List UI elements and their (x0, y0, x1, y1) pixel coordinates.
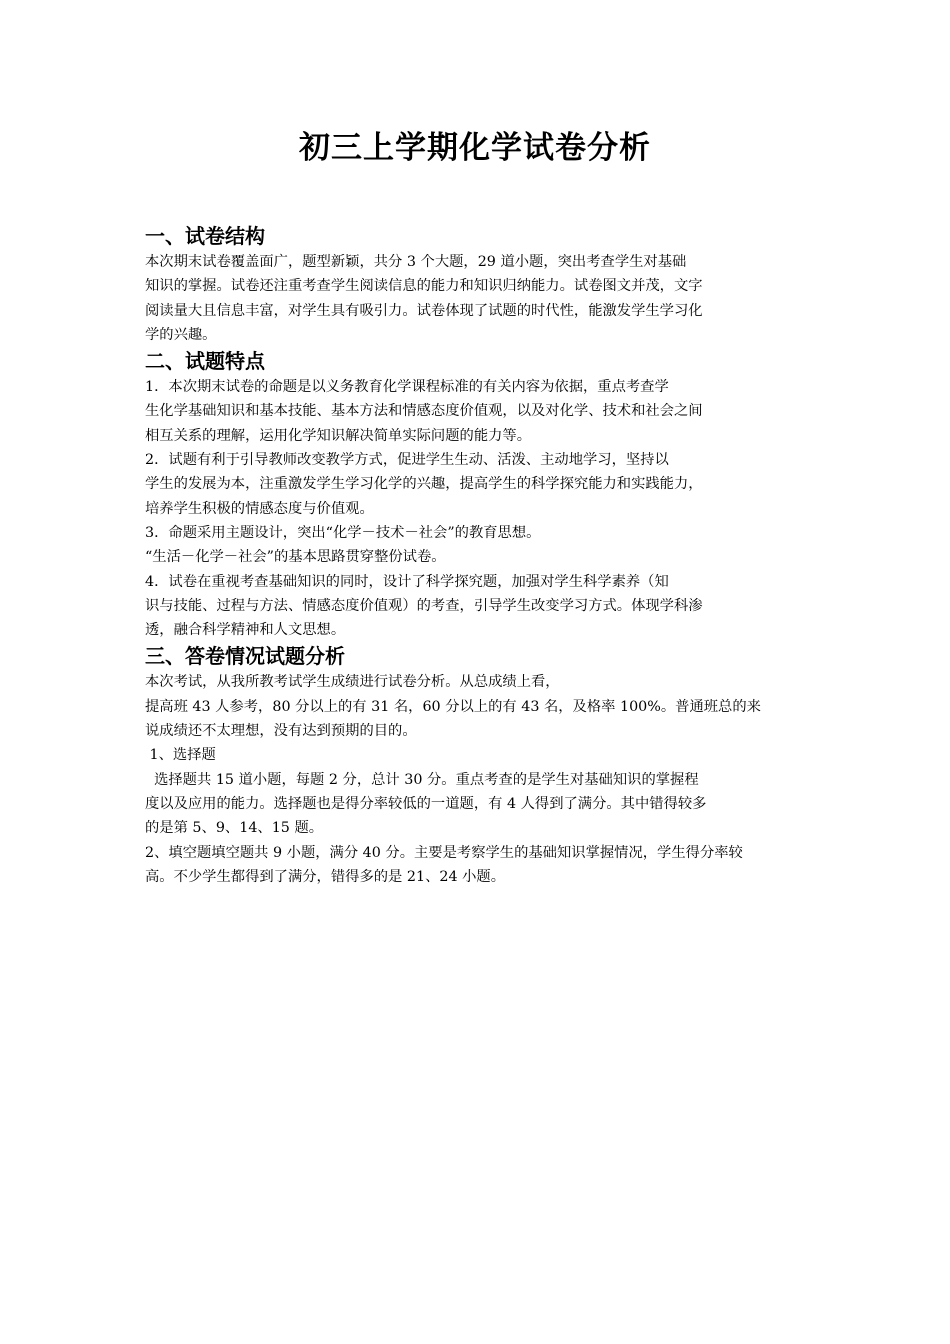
paragraph-line: 识与技能、过程与方法、情感态度价值观）的考查，引导学生改变学习方式。体现学科渗 (145, 597, 703, 614)
section-heading: 三、答卷情况试题分析 (145, 644, 345, 669)
paragraph-line: 生化学基础知识和基本技能、基本方法和情感态度价值观，以及对化学、技术和社会之间 (145, 403, 703, 420)
paragraph-line: 说成绩还不太理想，没有达到预期的目的。 (145, 723, 417, 740)
paragraph-line: 本次考试，从我所教考试学生成绩进行试卷分析。从总成绩上看， (145, 674, 560, 691)
paragraph-line: 相互关系的理解，运用化学知识解决简单实际问题的能力等。 (145, 427, 532, 444)
paragraph-line: 知识的掌握。试卷还注重考查学生阅读信息的能力和知识归纳能力。试卷图文并茂，文字 (145, 278, 703, 295)
paragraph-line: 选择题共 15 道小题，每题 2 分，总计 30 分。重点考查的是学生对基础知识的掌握程 (145, 771, 699, 788)
section-paper-structure (145, 222, 810, 347)
paragraph-line: 本次期末试卷覆盖面广，题型新颖，共分 3 个大题，29 道小题，突出考查学生对基础 (145, 254, 687, 270)
paragraph-line: 培养学生积极的情感态度与价值观。 (145, 500, 374, 517)
paragraph-line: 2、填空题填空题共 9 小题，满分 40 分。主要是考察学生的基础知识掌握情况，学生得分率较 (145, 844, 743, 861)
paragraph-line: 提高班 43 人参考，80 分以上的有 31 名，60 分以上的有 43 名，及格率 100%。普通班总的来 (145, 698, 761, 715)
paragraph-line: 阅读量大且信息丰富，对学生具有吸引力。试卷体现了试题的时代性，能激发学生学习化 (145, 302, 703, 319)
paragraph-line: 3．命题采用主题设计，突出“化学－技术－社会”的教育思想。 (145, 524, 541, 541)
section-answer-analysis (145, 642, 810, 889)
paragraph-line: 透，融合科学精神和人文思想。 (145, 622, 346, 639)
paragraph-line: 2．试题有利于引导教师改变教学方式，促进学生生动、活泼、主动地学习，坚持以 (145, 452, 669, 469)
paragraph-line: 高。不少学生都得到了满分，错得多的是 21、24 小题。 (145, 868, 506, 885)
document-title: 初三上学期化学试卷分析 (299, 130, 651, 166)
paragraph-line: 学的兴趣。 (145, 326, 217, 343)
paragraph-line: 1．本次期末试卷的命题是以义务教育化学课程标准的有关内容为依据，重点考查学 (145, 379, 669, 396)
paragraph-line: 4．试卷在重视考查基础知识的同时，设计了科学探究题，加强对学生科学素养（知 (145, 573, 669, 590)
section-heading: 一、试卷结构 (145, 224, 265, 248)
section-heading: 二、试题特点 (145, 349, 265, 374)
paragraph-line: 的是第 5、9、14、15 题。 (145, 820, 324, 837)
paragraph-line: 度以及应用的能力。选择题也是得分率较低的一道题，有 4 人得到了满分。其中错得较多 (145, 795, 707, 812)
section-question-features (145, 347, 810, 642)
paragraph-line: 学生的发展为本，注重激发学生学习化学的兴趣，提高学生的科学探究能力和实践能力， (145, 476, 703, 493)
paragraph-line: 1、选择题 (145, 747, 216, 764)
document-body (145, 222, 810, 889)
paragraph-line: “生活－化学－社会”的基本思路贯穿整份试卷。 (145, 549, 446, 566)
